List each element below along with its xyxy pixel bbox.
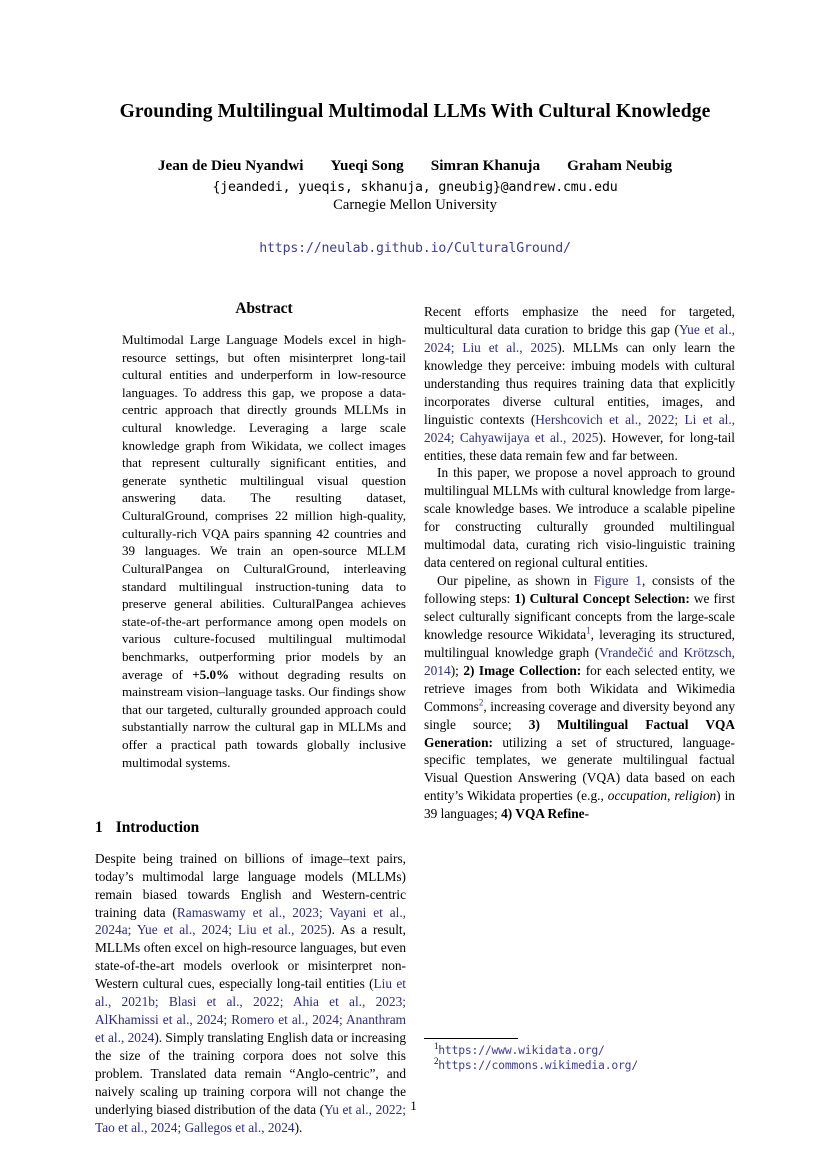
text-run: ;	[450, 339, 463, 355]
author-emails: {jeandedi, yueqis, skhanuja, gneubig}@andrew.cmu.edu	[212, 180, 618, 196]
author-name: Yueqi Song	[330, 157, 404, 175]
citation-link[interactable]: Ramaswamy et al., 2023	[176, 904, 319, 920]
text-run: ). As a result, MLLMs often excel on high-resource languages, but even state-of-the-art models overlook or misinterpret non-Western cultural cues, especially long-tail entities (	[95, 922, 406, 992]
abstract-body	[122, 331, 406, 771]
abstract-section	[122, 300, 406, 771]
text-run: , leveraging its structured, multilingual knowledge graph (	[424, 626, 735, 660]
abstract-gain-value: +5.0%	[192, 666, 230, 682]
text-run: ). However, for long-tail entities, these data remain few and far between.	[424, 429, 736, 463]
citation-link[interactable]: Romero et al., 2024	[231, 1012, 339, 1028]
citation-link[interactable]: Tao et al., 2024	[95, 1119, 178, 1135]
footnote-marker-1[interactable]: 1	[586, 625, 591, 636]
citation-link[interactable]: Cahyawijaya et al., 2025	[459, 429, 599, 445]
text-run: ;	[402, 1101, 406, 1117]
pipeline-step-label: 2) Image Collection:	[463, 662, 582, 678]
text-run: Recent efforts emphasize the need for targeted, multicultural data curation to bridge this gap (	[424, 304, 735, 337]
intro-paragraph-4	[424, 572, 735, 823]
figure-reference-link[interactable]: Figure 1	[593, 573, 642, 589]
left-column	[95, 818, 406, 1137]
intro-paragraph-2	[424, 303, 735, 464]
author-name: Jean de Dieu Nyandwi	[157, 157, 304, 175]
footnote-item	[434, 1058, 735, 1072]
text-run: ).	[294, 1119, 303, 1135]
footnote-separator-rule	[424, 1038, 518, 1039]
citation-link[interactable]: Gallegos et al., 2024	[184, 1119, 295, 1135]
footnotes-area	[424, 1038, 735, 1073]
affiliation: Carnegie Mellon University	[333, 197, 497, 214]
citation-link[interactable]: Liu et al., 2025	[462, 339, 558, 355]
text-run: ;	[177, 1119, 185, 1135]
text-run: Our pipeline, as shown in	[437, 573, 594, 589]
pipeline-step-label: 1) Cultural Concept Selection:	[514, 591, 690, 606]
text-run: ;	[338, 1012, 346, 1028]
emphasis-term: occupation	[607, 788, 668, 804]
footnote-number: 2	[434, 1056, 439, 1067]
intro-paragraph-1	[95, 850, 406, 1137]
right-column	[424, 303, 735, 823]
text-run: ;	[223, 1012, 232, 1028]
text-run: Despite being trained on billions of image–text pairs, today’s multimodal large language models (MLLMs) remain biased towards English and Western-centric training data (	[95, 850, 406, 920]
text-run: ;	[279, 994, 293, 1010]
footnote-marker-2[interactable]: 2	[478, 697, 484, 708]
abstract-text-part-1: Multimodal Large Language Models excel in high-resource settings, but often misinterpret long-tail cultural entities and underperform in low-resource languages. To address this gap, we propose a data-centric approach that directly grounds MLLMs in cultural knowledge. Leveraging a large scale knowledge graph from Wikidata, we collect images that represent culturally significant entities, and generate synthetic multilingual visual question answering data. The resulting dataset, CulturalGround, comprises 22 million high-quality, culturally-rich VQA pairs spanning 42 countries and 39 languages. We train an open-source MLLM CulturalPangea on CulturalGround, interleaving standard multilingual instruction-tuning data to preserve general abilities. CulturalPangea achieves state-of-the-art performance among open models on various culture-focused multilingual multimodal benchmarks, outperforming prior models by an average of	[122, 332, 406, 682]
text-run: ,	[667, 788, 675, 804]
citation-link[interactable]: Hershcovich et al., 2022	[535, 411, 675, 427]
text-run: ;	[127, 922, 137, 938]
text-run: ) in 39 languages;	[424, 788, 735, 822]
section-title: Introduction	[115, 819, 200, 836]
pipeline-step-label: 4) VQA Refine-	[501, 806, 590, 822]
title-block	[95, 100, 735, 256]
text-run: , consists of the following steps:	[424, 573, 735, 606]
citation-link[interactable]: Ananthram et al., 2024	[95, 1012, 406, 1046]
text-run: we first select culturally significant concepts from the large-scale knowledge resource Wikidata	[424, 591, 735, 642]
text-run: ;	[154, 994, 169, 1010]
intro-paragraph-3: In this paper, we propose a novel approach to ground multilingual MLLMs with cultural knowledge from large-scale knowledge bases. We introduce a scalable pipeline for constructing culturally grounded multilingual multimodal data, curating rich visio-linguistic training data centered on regional cultural entities.	[424, 465, 735, 571]
citation-link[interactable]: Yue et al., 2024	[424, 321, 735, 355]
footnote-url[interactable]: https://commons.wikimedia.org/	[438, 1058, 638, 1072]
text-run: , increasing coverage and diversity beyond any single source;	[424, 698, 735, 732]
text-run: ;	[318, 904, 330, 920]
citation-link[interactable]: Yue et al., 2024	[136, 922, 229, 938]
text-run: ). MLLMs can only learn the knowledge they perceive: imbuing models with cultural understanding thus requires training data that explicitly incorporates diverse cultural entities, images, and linguistic contexts (	[424, 339, 735, 427]
text-run: for each selected entity, we retrieve images from both Wikidata and Wikimedia Commons	[424, 662, 735, 714]
text-run: ). Simply translating English data or increasing the size of the training corpora does not solve this problem. Translated data remain “Anglo-centric”, and naively scaling up training corpora will not change the underlying biased distribution of the data (	[95, 1030, 406, 1117]
author-list	[95, 157, 735, 175]
abstract-text-part-2: without degrading results on mainstream vision–language tasks. Our findings show that our targeted, culturally grounded approach could substantially narrow the cultural gap in MLLMs and offer a practical path towards globally inclusive multimodal systems.	[122, 666, 406, 770]
text-run: ;	[674, 411, 685, 427]
abstract-heading: Abstract	[235, 300, 293, 317]
text-run: ;	[402, 994, 406, 1010]
section-heading-introduction	[95, 818, 406, 839]
citation-link[interactable]: AlKhamissi et al., 2024	[95, 1012, 224, 1028]
author-name: Simran Khanuja	[430, 157, 541, 175]
section-number: 1	[95, 819, 103, 836]
citation-link[interactable]: Ahia et al., 2023	[292, 994, 403, 1010]
footnote-item	[434, 1043, 735, 1057]
citation-link[interactable]: Vayani et al., 2024a	[95, 904, 406, 938]
citation-link[interactable]: Liu et al., 2025	[237, 922, 328, 938]
citation-link[interactable]: Blasi et al., 2022	[168, 994, 280, 1010]
text-run: utilizing a set of structured, language-specific templates, we generate multilingual factual Visual Question Answering (VQA) data based on each entity’s Wikidata properties (e.g.,	[424, 734, 735, 804]
page-title: Grounding Multilingual Multimodal LLMs With Cultural Knowledge	[119, 101, 711, 122]
footnote-number: 1	[434, 1041, 439, 1052]
emphasis-term: religion	[674, 788, 717, 804]
text-run: ;	[228, 922, 238, 938]
page-number: 1	[410, 1098, 417, 1113]
pipeline-step-label: 3) Multilingual Factual VQA Generation:	[424, 716, 735, 750]
citation-link[interactable]: Li et al., 2024	[424, 411, 736, 445]
footnote-url[interactable]: https://www.wikidata.org/	[438, 1043, 605, 1057]
project-page-link[interactable]: https://neulab.github.io/CulturalGround/	[259, 241, 571, 257]
text-run: ;	[450, 429, 460, 445]
citation-link[interactable]: Liu et al., 2021b	[95, 976, 406, 1010]
author-name: Graham Neubig	[567, 157, 673, 175]
citation-link[interactable]: Vrandečić and Krötzsch, 2014	[424, 644, 735, 678]
citation-link[interactable]: Yu et al., 2022	[324, 1101, 403, 1117]
text-run: );	[450, 662, 464, 678]
